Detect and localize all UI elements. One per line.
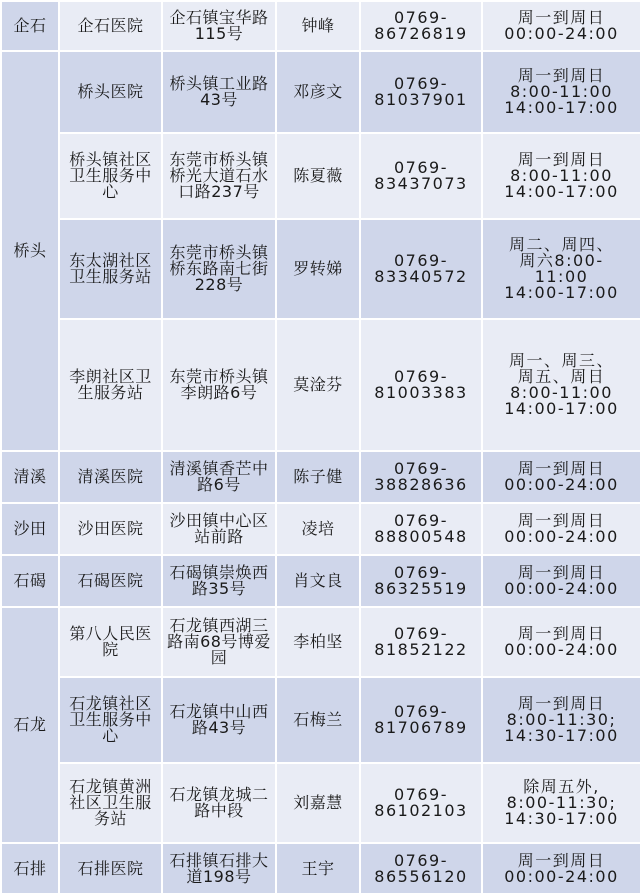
phone-cell	[360, 843, 482, 894]
phone-number: 38828636	[374, 475, 468, 494]
address-cell: 石排镇石排大道198号	[162, 843, 276, 894]
phone-cell	[360, 219, 482, 319]
hours-line: 周一到周日	[517, 694, 606, 713]
hours-line: 00:00-24:00	[504, 475, 619, 494]
phone-number: 81037901	[374, 90, 468, 109]
contact-person: 莫淦芬	[276, 319, 360, 451]
phone-cell	[360, 503, 482, 555]
facility-name: 石龙镇黄洲社区卫生服务站	[59, 763, 162, 843]
address-cell: 沙田镇中心区站前路	[162, 503, 276, 555]
hours-cell	[482, 843, 640, 894]
hours-line: 14:00-17:00	[504, 182, 619, 201]
hours-line: 周一到周日	[517, 150, 606, 169]
hours-line: 14:00-17:00	[504, 98, 619, 117]
phone-prefix: 0769-	[394, 850, 448, 870]
phone-prefix: 0769-	[394, 785, 448, 804]
phone-number: 86726819	[374, 24, 468, 43]
contact-person: 王宇	[276, 843, 360, 894]
phone-prefix: 0769-	[394, 367, 448, 386]
contact-person: 凌培	[276, 503, 360, 555]
phone-cell	[360, 763, 482, 843]
hours-line: 00:00-24:00	[504, 866, 619, 886]
table-row	[1, 503, 640, 555]
town-cell: 企石	[1, 1, 59, 51]
hours-line: 11:00	[534, 267, 589, 286]
address-cell: 东莞市桥头镇李朗路6号	[162, 319, 276, 451]
address-cell: 石龙镇西湖三路南68号博爱园	[162, 607, 276, 677]
phone-cell	[360, 555, 482, 607]
phone-number: 81852122	[374, 640, 468, 659]
table-row	[1, 763, 640, 843]
hours-cell	[482, 1, 640, 51]
hours-cell	[482, 219, 640, 319]
phone-prefix: 0769-	[394, 158, 448, 177]
hours-line: 周一到周日	[517, 511, 606, 530]
phone-prefix: 0769-	[394, 74, 448, 93]
hours-cell	[482, 133, 640, 219]
facility-name: 桥头医院	[59, 51, 162, 133]
hours-line: 周一到周日	[517, 850, 606, 870]
facility-name: 第八人民医院	[59, 607, 162, 677]
phone-number: 86102103	[374, 801, 468, 820]
address-cell: 企石镇宝华路115号	[162, 1, 276, 51]
address-cell: 清溪镇香芒中路6号	[162, 451, 276, 503]
address-cell: 桥头镇工业路43号	[162, 51, 276, 133]
hours-line: 8:00-11:00	[510, 383, 613, 402]
phone-number: 83340572	[374, 267, 468, 286]
phone-cell	[360, 1, 482, 51]
hours-line: 周六8:00-	[519, 251, 604, 270]
hours-line: 周一、周三、	[508, 351, 614, 370]
hours-line: 周一到周日	[517, 66, 606, 85]
hours-line: 14:00-17:00	[504, 399, 619, 418]
table-row	[1, 607, 640, 677]
hours-cell	[482, 319, 640, 451]
phone-prefix: 0769-	[394, 511, 448, 530]
facility-name: 桥头镇社区卫生服务中心	[59, 133, 162, 219]
table-row	[1, 319, 640, 451]
phone-number: 83437073	[374, 174, 468, 193]
contact-person: 陈夏薇	[276, 133, 360, 219]
hours-cell	[482, 51, 640, 133]
phone-number: 86325519	[374, 579, 468, 598]
phone-cell	[360, 451, 482, 503]
table-row	[1, 51, 640, 133]
contact-person: 石梅兰	[276, 677, 360, 763]
hours-line: 14:30-17:00	[504, 809, 619, 828]
contact-person: 刘嘉慧	[276, 763, 360, 843]
hours-line: 周一到周日	[517, 563, 606, 582]
phone-number: 81003383	[374, 383, 468, 402]
contact-person: 肖文良	[276, 555, 360, 607]
phone-prefix: 0769-	[394, 563, 448, 582]
phone-cell	[360, 133, 482, 219]
facility-name: 清溪医院	[59, 451, 162, 503]
table-row	[1, 133, 640, 219]
town-cell: 石排	[1, 843, 59, 894]
address-cell: 东莞市桥头镇桥光大道石水口路237号	[162, 133, 276, 219]
hours-line: 00:00-24:00	[504, 24, 619, 43]
address-cell: 石龙镇龙城二路中段	[162, 763, 276, 843]
hours-line: 14:00-17:00	[504, 283, 619, 302]
table-row	[1, 555, 640, 607]
hours-line: 8:00-11:00	[510, 82, 613, 101]
town-cell: 桥头	[1, 51, 59, 451]
hours-line: 周一到周日	[517, 624, 606, 643]
address-cell: 石碣镇崇焕西路35号	[162, 555, 276, 607]
town-cell: 沙田	[1, 503, 59, 555]
facility-name: 企石医院	[59, 1, 162, 51]
phone-cell	[360, 319, 482, 451]
facility-name: 石龙镇社区卫生服务中心	[59, 677, 162, 763]
facility-name: 石排医院	[59, 843, 162, 894]
hours-cell	[482, 607, 640, 677]
phone-prefix: 0769-	[394, 624, 448, 643]
phone-number: 86556120	[374, 866, 468, 886]
town-cell: 石龙	[1, 607, 59, 843]
contact-person: 邓彦文	[276, 51, 360, 133]
address-cell: 东莞市桥头镇桥东路南七街228号	[162, 219, 276, 319]
address-cell: 石龙镇中山西路43号	[162, 677, 276, 763]
table-row	[1, 843, 640, 894]
table-row	[1, 1, 640, 51]
phone-cell	[360, 677, 482, 763]
hours-cell	[482, 677, 640, 763]
hours-line: 8:00-11:30;	[506, 793, 617, 812]
phone-cell	[360, 607, 482, 677]
phone-number: 88800548	[374, 527, 468, 546]
hours-line: 周五、周日	[517, 367, 606, 386]
hours-line: 14:30-17:00	[504, 726, 619, 745]
hours-line: 00:00-24:00	[504, 527, 619, 546]
facility-name: 沙田医院	[59, 503, 162, 555]
hours-line: 除周五外,	[523, 777, 600, 796]
town-cell: 石碣	[1, 555, 59, 607]
hours-line: 00:00-24:00	[504, 640, 619, 659]
hours-line: 周一到周日	[517, 459, 606, 478]
hours-cell	[482, 763, 640, 843]
hours-cell	[482, 555, 640, 607]
hours-line: 周一到周日	[517, 8, 606, 27]
facility-name: 李朗社区卫生服务站	[59, 319, 162, 451]
facility-name: 东太湖社区卫生服务站	[59, 219, 162, 319]
phone-prefix: 0769-	[394, 8, 448, 27]
contact-person: 钟峰	[276, 1, 360, 51]
table-row	[1, 451, 640, 503]
hours-cell	[482, 503, 640, 555]
hours-line: 8:00-11:00	[510, 166, 613, 185]
phone-cell	[360, 51, 482, 133]
phone-prefix: 0769-	[394, 251, 448, 270]
table-row	[1, 219, 640, 319]
phone-prefix: 0769-	[394, 459, 448, 478]
facility-name: 石碣医院	[59, 555, 162, 607]
contact-person: 陈子健	[276, 451, 360, 503]
table-row	[1, 677, 640, 763]
town-cell: 清溪	[1, 451, 59, 503]
phone-number: 81706789	[374, 718, 468, 737]
contact-person: 李柏坚	[276, 607, 360, 677]
phone-prefix: 0769-	[394, 702, 448, 721]
hours-line: 00:00-24:00	[504, 579, 619, 598]
hours-line: 8:00-11:30;	[506, 710, 617, 729]
hours-line: 周二、周四、	[508, 235, 614, 254]
contact-person: 罗转娣	[276, 219, 360, 319]
hours-cell	[482, 451, 640, 503]
